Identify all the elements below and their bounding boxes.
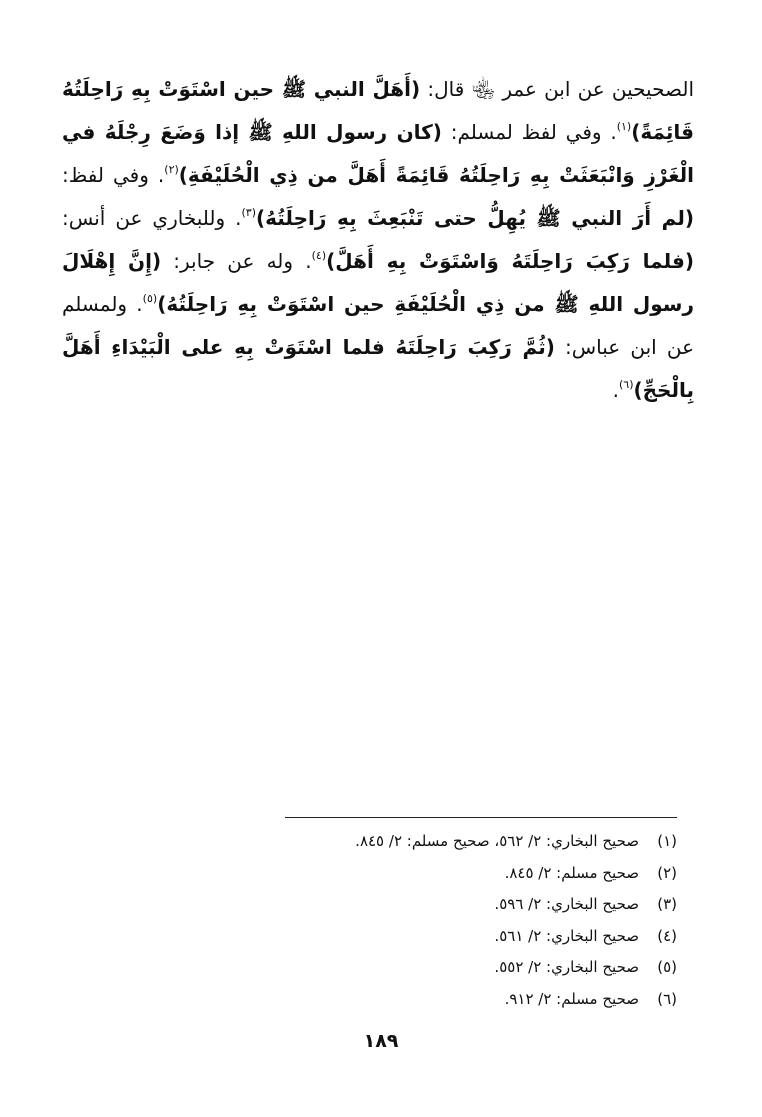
footnote-marker[interactable]: (٥) bbox=[142, 292, 158, 305]
page-number: ١٨٩ bbox=[363, 1030, 399, 1052]
footnote-item bbox=[237, 952, 677, 984]
text-segment: . ولمسلم عن ابن عباس: bbox=[62, 292, 695, 359]
footnote-text: صحيح البخاري: ٢/ ٥٦٢، صحيح مسلم: ٢/ ٨٤٥. bbox=[355, 832, 639, 850]
footnote-item bbox=[237, 826, 677, 858]
hadith-quote: (لم أَرَ النبي ﷺ يُهِلُّ حتى تَنْبَعِثَ بِهِ رَاحِلَتُهُ) bbox=[256, 206, 694, 230]
footnote-item bbox=[237, 889, 677, 921]
hadith-quote: (كان رسول اللهِ ﷺ إذا وَضَعَ رِجْلَهُ في الْغَرْزِ وَانْبَعَثَتْ بِهِ رَاحِلَتُهُ قَائِمَةً أَهَلَّ من ذِي الْحُلَيْفَةِ) bbox=[62, 120, 694, 187]
footnote-divider bbox=[285, 817, 677, 818]
text-segment: . وللبخاري عن أنس: bbox=[62, 206, 242, 230]
text-segment: . وفي لفظ لمسلم: bbox=[441, 120, 617, 144]
hadith-quote: (ثُمَّ رَكِبَ رَاحِلَتَهُ فلما اسْتَوَتْ بِهِ على الْبَيْدَاءِ أَهَلَّ بِالْحَجِّ) bbox=[62, 335, 694, 402]
footnote-marker[interactable]: (٣) bbox=[241, 206, 256, 219]
footnote-number: (٤) bbox=[657, 926, 677, 945]
text-segment: . bbox=[612, 378, 619, 402]
footnote-text: صحيح البخاري: ٢/ ٥٦١. bbox=[494, 926, 639, 945]
main-paragraph bbox=[62, 68, 694, 412]
footnote-text: صحيح مسلم: ٢/ ٨٤٥. bbox=[504, 863, 639, 882]
footnote-item bbox=[237, 858, 677, 890]
footnote-item bbox=[237, 921, 677, 953]
hadith-quote: (أَهَلَّ النبي ﷺ حين اسْتَوَتْ بِهِ رَاحِلَتُهُ قَائِمَةً) bbox=[62, 77, 694, 144]
text-segment: الصحيحين عن ابن عمر ﵄ قال: bbox=[420, 77, 695, 101]
footnote-number: (٥) bbox=[657, 958, 677, 976]
footnote-text: صحيح مسلم: ٢/ ٩١٢. bbox=[504, 989, 639, 1008]
hadith-quote: (إِنَّ إِهْلَالَ رسول اللهِ ﷺ من ذِي الْحُلَيْفَةِ حين اسْتَوَتْ بِهِ رَاحِلَتُهُ) bbox=[62, 249, 694, 316]
text-segment: . وله عن جابر: bbox=[161, 249, 312, 273]
footnote-text: صحيح البخاري: ٢/ ٥٩٦. bbox=[494, 895, 639, 913]
footnote-number: (١) bbox=[657, 832, 677, 850]
footnote-text: صحيح البخاري: ٢/ ٥٥٢. bbox=[494, 958, 639, 976]
footnote-number: (٣) bbox=[657, 895, 677, 913]
footnote-item bbox=[237, 984, 677, 1016]
footnote-marker[interactable]: (١) bbox=[616, 120, 632, 133]
footnote-number: (٢) bbox=[657, 863, 677, 882]
footnote-number: (٦) bbox=[657, 989, 677, 1008]
hadith-quote: (فلما رَكِبَ رَاحِلَتَهُ وَاسْتَوَتْ بِهِ أَهَلَّ) bbox=[326, 249, 694, 273]
footnote-marker[interactable]: (٤) bbox=[311, 249, 327, 262]
footnote-marker[interactable]: (٦) bbox=[618, 378, 634, 391]
text-segment: . وفي لفظ: bbox=[62, 163, 165, 187]
footnote-marker[interactable]: (٢) bbox=[164, 163, 179, 176]
footnotes-list bbox=[237, 826, 677, 1015]
